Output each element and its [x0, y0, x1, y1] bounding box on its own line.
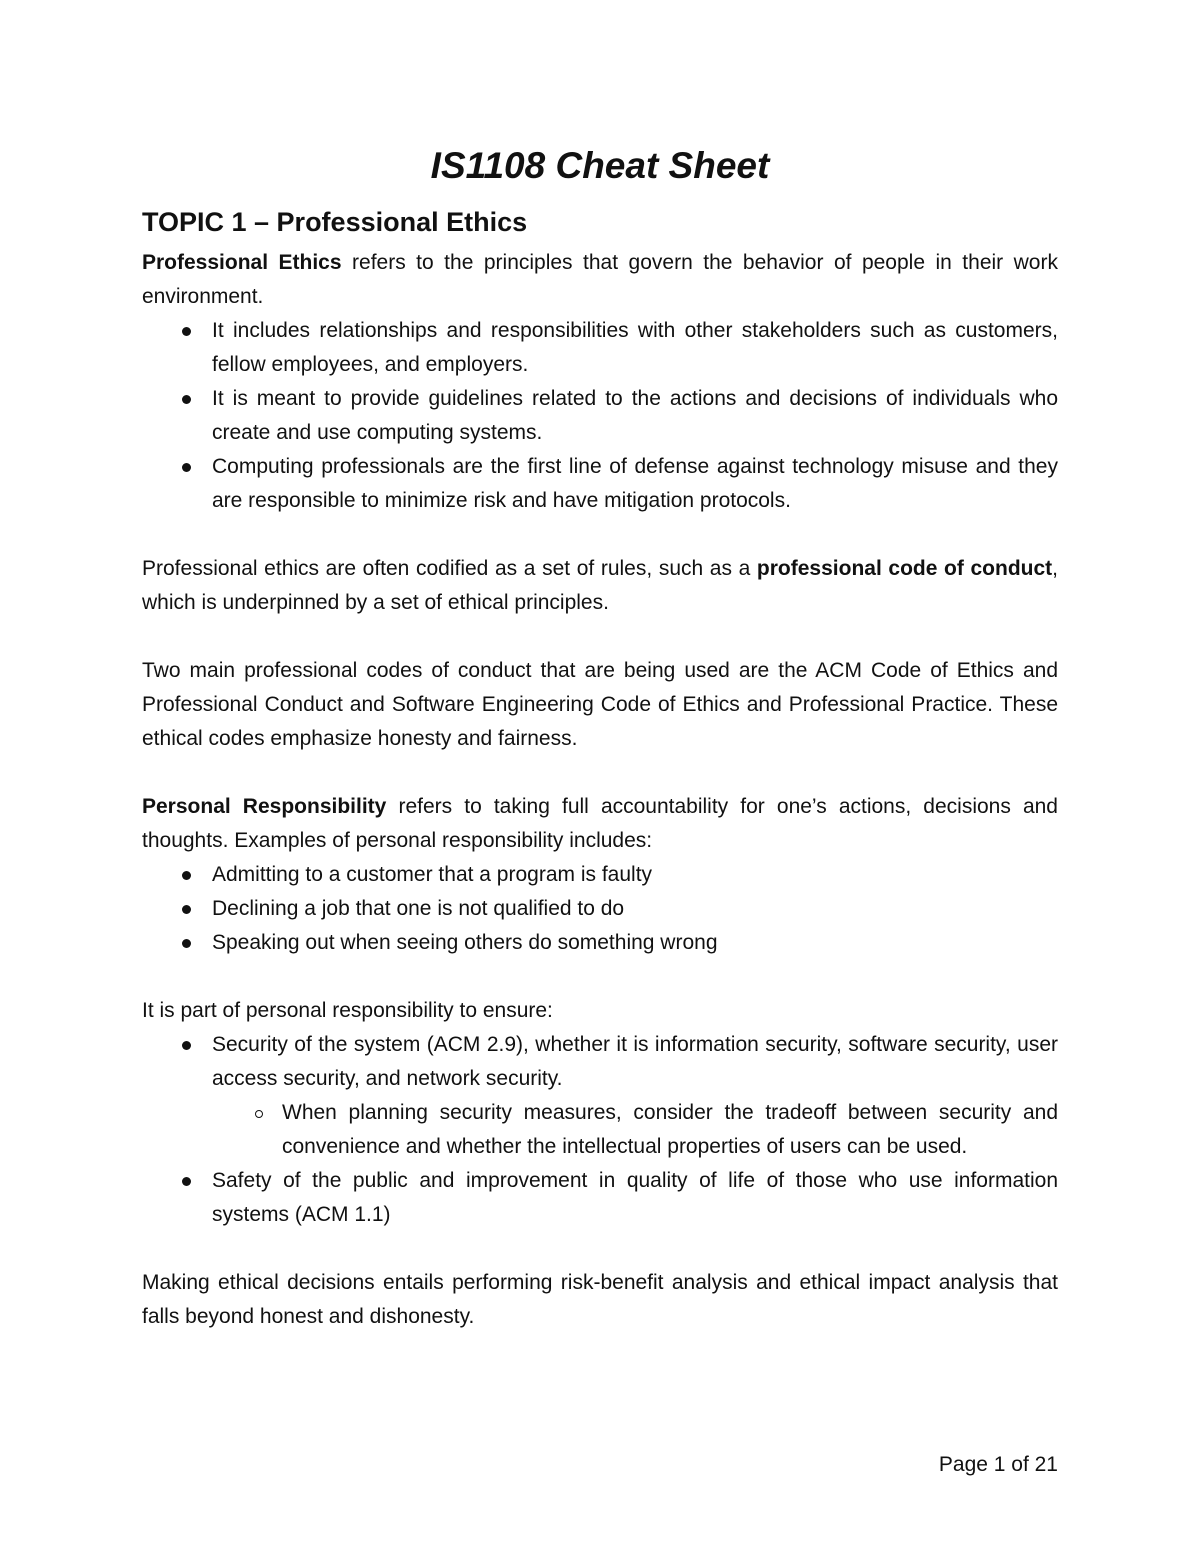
page-number: Page 1 of 21	[938, 1453, 1058, 1476]
list-item: Safety of the public and improvement in quality of life of those who use information systems (ACM 1.1)	[142, 1164, 1058, 1232]
ethical-decisions-paragraph: Making ethical decisions entails performing risk-benefit analysis and ethical impact analysis that falls beyond honest and dishonesty.	[142, 1271, 1058, 1328]
personal-responsibility-definition	[142, 790, 1058, 858]
list-item	[142, 1028, 1058, 1164]
list-item-text: Security of the system (ACM 2.9), whether it is information security, software security, user access security, and network security.	[212, 1033, 1058, 1090]
spacer	[142, 756, 1058, 790]
list-item: Computing professionals are the first line of defense against technology misuse and they are responsible to minimize risk and have mitigation protocols.	[142, 450, 1058, 518]
ensure-paragraph: It is part of personal responsibility to ensure:	[142, 999, 553, 1022]
professional-ethics-bullets	[142, 314, 1058, 518]
definition-text: refers to taking full accountability for one’s actions, decisions and thoughts. Examples of personal responsibility includes:	[142, 795, 1058, 852]
list-item: Speaking out when seeing others do something wrong	[142, 926, 1058, 960]
term-professional-ethics: Professional Ethics	[142, 251, 342, 274]
personal-responsibility-examples	[142, 858, 1058, 960]
list-item: Admitting to a customer that a program is faulty	[142, 858, 1058, 892]
paragraph-text: Professional ethics are often codified as a set of rules, such as a	[142, 557, 757, 580]
term-code-of-conduct: professional code of conduct	[756, 557, 1053, 580]
spacer	[142, 1232, 1058, 1266]
ensure-bullets	[142, 1028, 1058, 1232]
list-item: It is meant to provide guidelines related to the actions and decisions of individuals who create and use computing systems.	[142, 382, 1058, 450]
paragraph-text: , which is underpinned by a set of ethical principles.	[142, 557, 1058, 614]
document-title: IS1108 Cheat Sheet	[430, 145, 770, 186]
spacer	[142, 960, 1058, 994]
sub-list-item: When planning security measures, consider the tradeoff between security and convenience and whether the intellectual properties of users can be used.	[212, 1096, 1058, 1164]
list-item: Declining a job that one is not qualified to do	[142, 892, 1058, 926]
spacer	[142, 518, 1058, 552]
professional-ethics-definition	[142, 246, 1058, 314]
spacer	[142, 620, 1058, 654]
term-personal-responsibility: Personal Responsibility	[142, 795, 387, 818]
codes-paragraph: Two main professional codes of conduct that are being used are the ACM Code of Ethics and Professional Conduct and Software Engineering Code of Ethics and Professional Practice. These ethical codes emphasize honesty and fairness.	[142, 659, 1058, 750]
sub-bullets	[212, 1096, 1058, 1164]
document-page	[142, 140, 1058, 1334]
list-item: It includes relationships and responsibilities with other stakeholders such as customers, fellow employees, and employers.	[142, 314, 1058, 382]
code-of-conduct-paragraph	[142, 552, 1058, 620]
topic-heading: TOPIC 1 – Professional Ethics	[142, 207, 528, 237]
definition-text: refers to the principles that govern the behavior of people in their work environment.	[142, 251, 1058, 308]
